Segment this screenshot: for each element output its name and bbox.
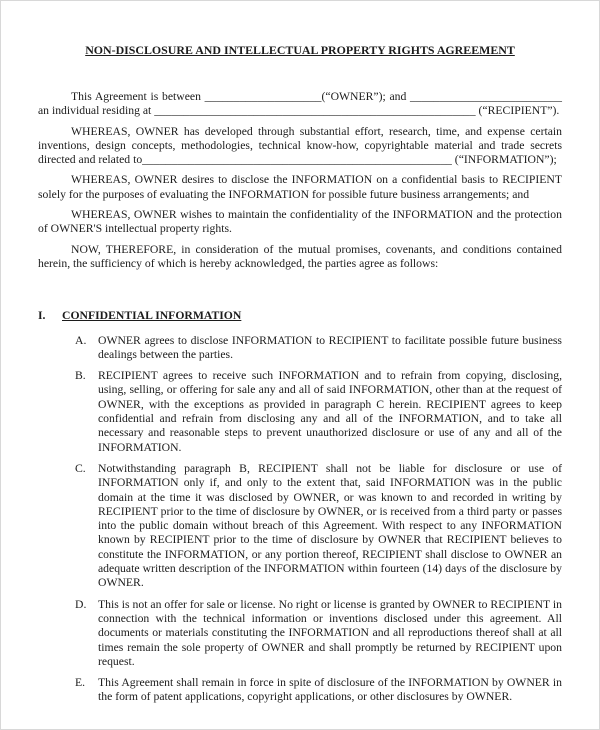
clause-b-letter: B.	[75, 369, 86, 383]
whereas-paragraph-2: WHEREAS, OWNER desires to disclose the INFORMATION on a confidential basis to RECIPIENT solely for the purposes of evaluating the INFORMATION for possible future business arrangements; and	[38, 173, 562, 201]
clause-e-text: This Agreement shall remain in force in spite of disclosure of the INFORMATION by OWNER in the form of patent applications, copyright applications, or other disclosures by OWNER.	[98, 676, 562, 704]
section-1-clauses	[75, 334, 562, 705]
intro-paragraph	[38, 90, 562, 119]
clause-b-text: RECIPIENT agrees to receive such INFORMATION and to refrain from copying, disclosing, using, selling, or offering for sale any and all of said INFORMATION, other than at the request of OWNER, with the exceptions as provided in paragraph C herein. RECIPIENT agrees to keep confidential and refrain from disclosing any and all of the INFORMATION, and to take all necessary and reasonable steps to prevent unauthorized disclosure or use of any and all of the INFORMATION.	[98, 369, 562, 454]
whereas-1-line-3: directed and related to_____________________________________________________ (“INFORMATION”);	[38, 153, 557, 167]
whereas-paragraph-3: WHEREAS, OWNER wishes to maintain the confidentiality of the INFORMATION and the protection of OWNER'S intellectual property rights.	[38, 208, 562, 236]
intro-line-2: an individual residing at _______________________________________________________ (“RECIPIENT”).	[38, 104, 560, 118]
whereas-1-line-1: WHEREAS, OWNER has developed through substantial effort, research, time, and expense certain	[71, 124, 562, 138]
intro-line-1: This Agreement is between ____________________(“OWNER”); and __________________________	[71, 90, 562, 103]
clause-a-text: OWNER agrees to disclose INFORMATION to RECIPIENT to facilitate possible future business dealings between the parties.	[98, 333, 562, 361]
section-number: I.	[38, 309, 46, 323]
whereas-1-line-2: inventions, design concepts, methodologies, technical know-how, copyrightable material and trade secrets	[38, 138, 562, 152]
clause-e-letter: E.	[75, 676, 86, 690]
clause-d-letter: D.	[75, 597, 87, 611]
clause-c	[75, 462, 562, 591]
section-title: CONFIDENTIAL INFORMATION	[62, 309, 242, 323]
clause-a-letter: A.	[75, 333, 87, 347]
document-title: NON-DISCLOSURE AND INTELLECTUAL PROPERTY RIGHTS AGREEMENT	[85, 43, 515, 57]
clause-c-letter: C.	[75, 461, 86, 475]
whereas-paragraph-1	[38, 125, 562, 168]
clause-c-text: Notwithstanding paragraph B, RECIPIENT shall not be liable for disclosure or use of INFORMATION only if, and only to the extent that, said INFORMATION was in the public domain at the time it was disclosed by OWNER, or was known to and recorded in writing by RECIPIENT prior to the time of disclosure by OWNER, or is received from a third party or passes into the public domain without breach of this Agreement. With respect to any INFORMATION known by RECIPIENT prior to the time of disclosure by OWNER that RECIPIENT believes to constitute the INFORMATION, or any portion thereof, RECIPIENT shall disclose to OWNER an adequate written description of the INFORMATION within fourteen (14) days of the disclosure by OWNER.	[98, 461, 562, 590]
clause-a	[75, 334, 562, 363]
clause-d	[75, 598, 562, 669]
clause-b	[75, 369, 562, 455]
now-therefore-paragraph: NOW, THEREFORE, in consideration of the mutual promises, covenants, and conditions contained herein, the sufficiency of which is hereby acknowledged, the parties agree as follows:	[38, 242, 562, 270]
clause-d-text: This is not an offer for sale or license. No right or license is granted by OWNER to RECIPIENT in connection with the technical information or inventions disclosed under this agreement. All documents or materials constituting the INFORMATION and all reproductions thereof shall at all times remain the sole property of OWNER and shall promptly be returned by RECIPIENT upon request.	[98, 597, 562, 668]
clause-e	[75, 676, 562, 705]
section-1-heading	[38, 309, 562, 323]
